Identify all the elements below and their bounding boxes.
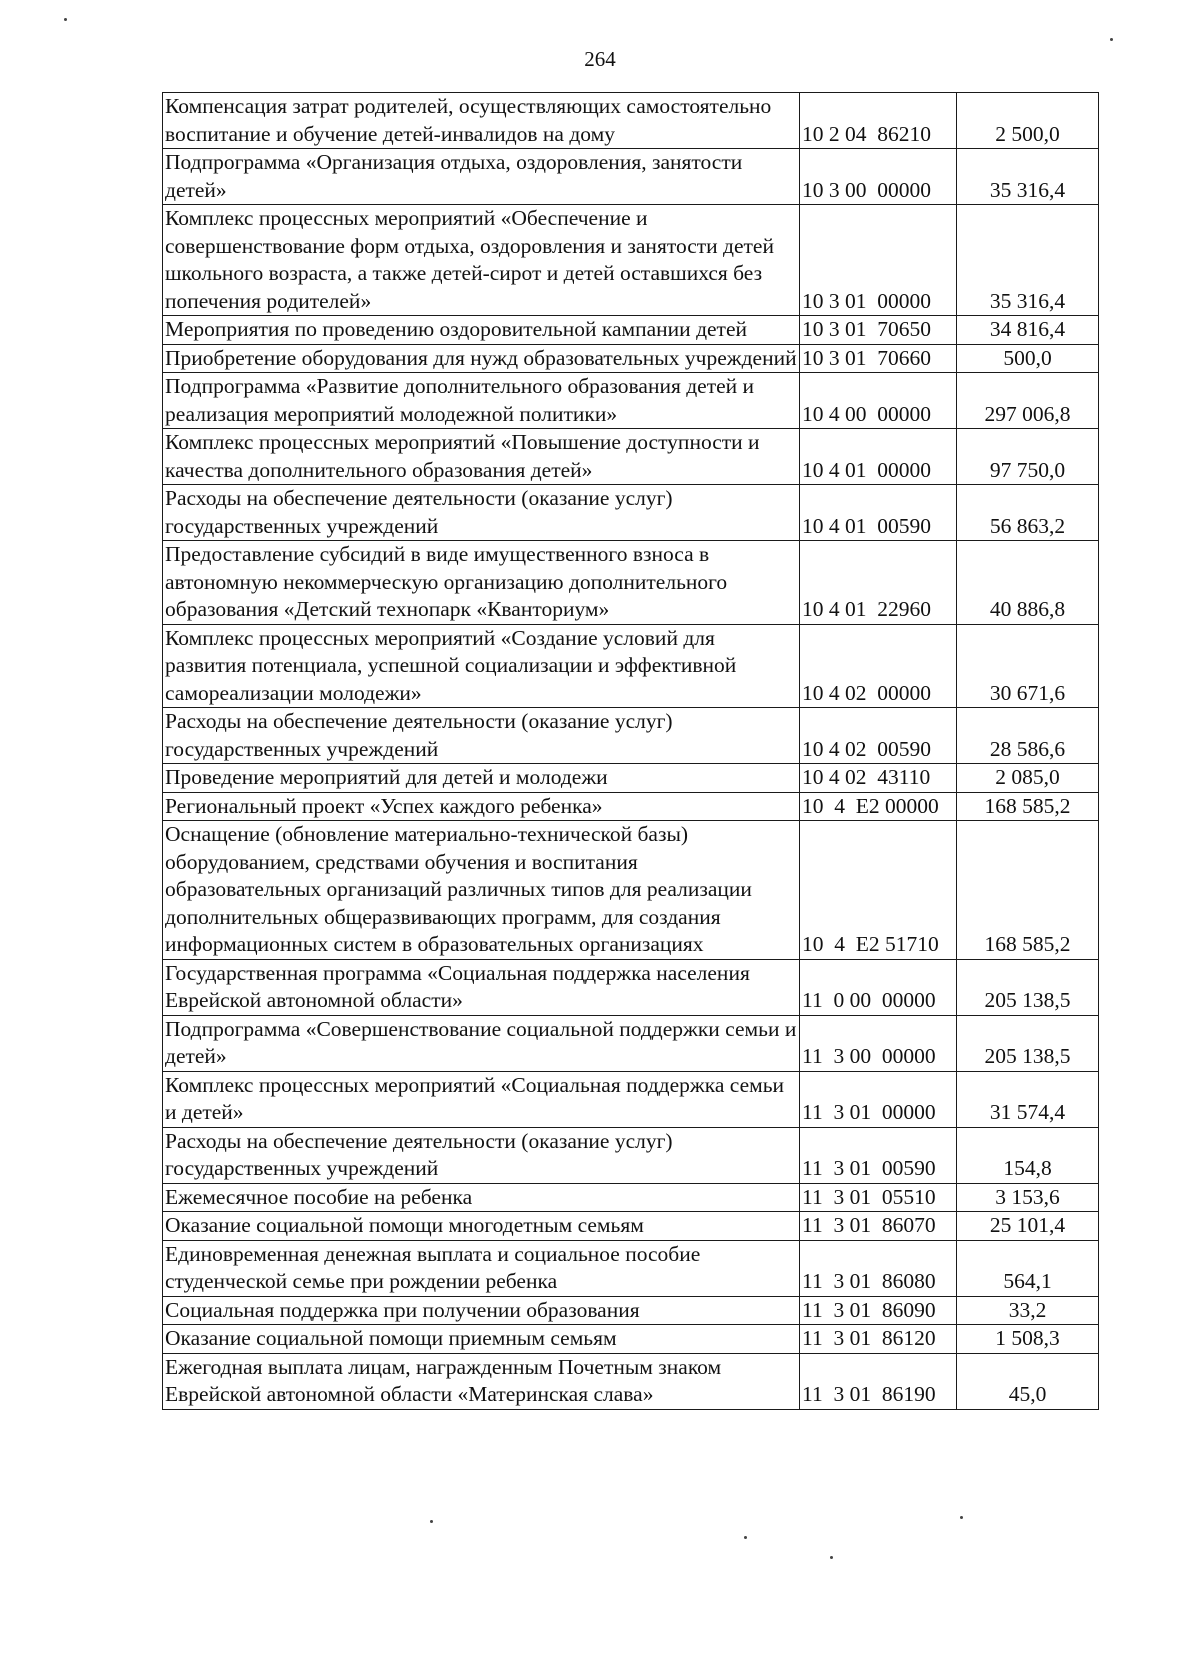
row-name-cell: Региональный проект «Успех каждого ребенка» [163,792,800,821]
row-sum-cell: 35 316,4 [957,149,1099,205]
table-row [163,429,1099,485]
table-row [163,792,1099,821]
row-code-cell: 10 3 01 00000 [800,205,957,316]
table-row [163,1325,1099,1354]
scan-speck [1110,38,1113,41]
row-name-cell: Ежегодная выплата лицам, награжденным Почетным знаком Еврейской автономной области «Материнская слава» [163,1353,800,1409]
row-name-cell: Оказание социальной помощи многодетным семьям [163,1212,800,1241]
row-name-cell: Государственная программа «Социальная поддержка населения Еврейской автономной области» [163,959,800,1015]
row-code-cell: 11 3 01 86080 [800,1240,957,1296]
row-sum-cell: 205 138,5 [957,1015,1099,1071]
row-sum-cell: 30 671,6 [957,624,1099,708]
row-sum-cell: 3 153,6 [957,1183,1099,1212]
budget-table-body [163,93,1099,1410]
row-code-cell: 11 3 01 86190 [800,1353,957,1409]
row-name-cell: Расходы на обеспечение деятельности (оказание услуг) государственных учреждений [163,1127,800,1183]
scan-speck [830,1556,833,1559]
row-name-cell: Расходы на обеспечение деятельности (оказание услуг) государственных учреждений [163,708,800,764]
row-name-cell: Подпрограмма «Развитие дополнительного образования детей и реализация мероприятий молодежной политики» [163,373,800,429]
row-code-cell: 10 3 01 70650 [800,316,957,345]
row-sum-cell: 34 816,4 [957,316,1099,345]
table-row [163,316,1099,345]
row-sum-cell: 56 863,2 [957,485,1099,541]
scan-speck [430,1520,433,1523]
row-code-cell: 10 4 01 00000 [800,429,957,485]
row-sum-cell: 25 101,4 [957,1212,1099,1241]
scan-speck [64,18,67,21]
row-code-cell: 11 3 00 00000 [800,1015,957,1071]
table-row [163,959,1099,1015]
row-sum-cell: 168 585,2 [957,792,1099,821]
table-row [163,1183,1099,1212]
row-sum-cell: 97 750,0 [957,429,1099,485]
row-name-cell: Комплекс процессных мероприятий «Повышение доступности и качества дополнительного образования детей» [163,429,800,485]
table-row [163,93,1099,149]
table-row [163,1353,1099,1409]
row-sum-cell: 40 886,8 [957,541,1099,625]
table-row [163,624,1099,708]
row-sum-cell: 564,1 [957,1240,1099,1296]
row-code-cell: 10 3 00 00000 [800,149,957,205]
table-row [163,205,1099,316]
row-name-cell: Приобретение оборудования для нужд образовательных учреждений [163,344,800,373]
table-row [163,1296,1099,1325]
table-row [163,708,1099,764]
row-sum-cell: 1 508,3 [957,1325,1099,1354]
row-sum-cell: 33,2 [957,1296,1099,1325]
row-code-cell: 11 3 01 86120 [800,1325,957,1354]
scan-speck [744,1536,747,1539]
scan-speck [960,1516,963,1519]
table-row [163,1212,1099,1241]
row-code-cell: 10 4 02 00000 [800,624,957,708]
row-name-cell: Комплекс процессных мероприятий «Социальная поддержка семьи и детей» [163,1071,800,1127]
row-code-cell: 11 3 01 05510 [800,1183,957,1212]
row-sum-cell: 45,0 [957,1353,1099,1409]
row-sum-cell: 2 500,0 [957,93,1099,149]
row-code-cell: 10 4 01 00590 [800,485,957,541]
table-row [163,149,1099,205]
table-row [163,1127,1099,1183]
row-name-cell: Ежемесячное пособие на ребенка [163,1183,800,1212]
row-name-cell: Подпрограмма «Совершенствование социальной поддержки семьи и детей» [163,1015,800,1071]
table-row [163,1071,1099,1127]
row-sum-cell: 2 085,0 [957,764,1099,793]
row-name-cell: Комплекс процессных мероприятий «Обеспечение и совершенствование форм отдыха, оздоровления и занятости детей школьного возраста, а также детей-сирот и детей оставшихся без попечения родителей» [163,205,800,316]
row-name-cell: Социальная поддержка при получении образования [163,1296,800,1325]
row-sum-cell: 205 138,5 [957,959,1099,1015]
row-name-cell: Проведение мероприятий для детей и молодежи [163,764,800,793]
row-sum-cell: 500,0 [957,344,1099,373]
row-code-cell: 10 4 02 00590 [800,708,957,764]
row-code-cell: 10 3 01 70660 [800,344,957,373]
row-sum-cell: 297 006,8 [957,373,1099,429]
row-code-cell: 10 4 Е2 00000 [800,792,957,821]
row-name-cell: Компенсация затрат родителей, осуществляющих самостоятельно воспитание и обучение детей-инвалидов на дому [163,93,800,149]
row-sum-cell: 154,8 [957,1127,1099,1183]
row-code-cell: 10 4 02 43110 [800,764,957,793]
row-name-cell: Расходы на обеспечение деятельности (оказание услуг) государственных учреждений [163,485,800,541]
row-code-cell: 11 3 01 00590 [800,1127,957,1183]
row-name-cell: Оказание социальной помощи приемным семьям [163,1325,800,1354]
table-row [163,485,1099,541]
row-code-cell: 11 3 01 86090 [800,1296,957,1325]
row-name-cell: Предоставление субсидий в виде имущественного взноса в автономную некоммерческую организацию дополнительного образования «Детский технопарк «Кванториум» [163,541,800,625]
table-row [163,373,1099,429]
table-row [163,1240,1099,1296]
row-name-cell: Мероприятия по проведению оздоровительной кампании детей [163,316,800,345]
table-row [163,764,1099,793]
row-sum-cell: 168 585,2 [957,821,1099,960]
row-sum-cell: 35 316,4 [957,205,1099,316]
row-sum-cell: 28 586,6 [957,708,1099,764]
row-code-cell: 10 4 00 00000 [800,373,957,429]
row-code-cell: 10 2 04 86210 [800,93,957,149]
row-code-cell: 11 0 00 00000 [800,959,957,1015]
row-code-cell: 11 3 01 86070 [800,1212,957,1241]
table-row [163,344,1099,373]
table-row [163,541,1099,625]
page-number: 264 [584,47,616,71]
row-name-cell: Комплекс процессных мероприятий «Создание условий для развития потенциала, успешной социализации и эффективной самореализации молодежи» [163,624,800,708]
row-name-cell: Оснащение (обновление материально-технической базы) оборудованием, средствами обучения и воспитания образовательных организаций различных типов для реализации дополнительных общеразвивающих программ, для создания информационных систем в образовательных организациях [163,821,800,960]
row-code-cell: 11 3 01 00000 [800,1071,957,1127]
table-row [163,1015,1099,1071]
row-sum-cell: 31 574,4 [957,1071,1099,1127]
row-name-cell: Подпрограмма «Организация отдыха, оздоровления, занятости детей» [163,149,800,205]
row-name-cell: Единовременная денежная выплата и социальное пособие студенческой семье при рождении ребенка [163,1240,800,1296]
table-row [163,821,1099,960]
row-code-cell: 10 4 01 22960 [800,541,957,625]
budget-table [162,92,1099,1410]
row-code-cell: 10 4 Е2 51710 [800,821,957,960]
